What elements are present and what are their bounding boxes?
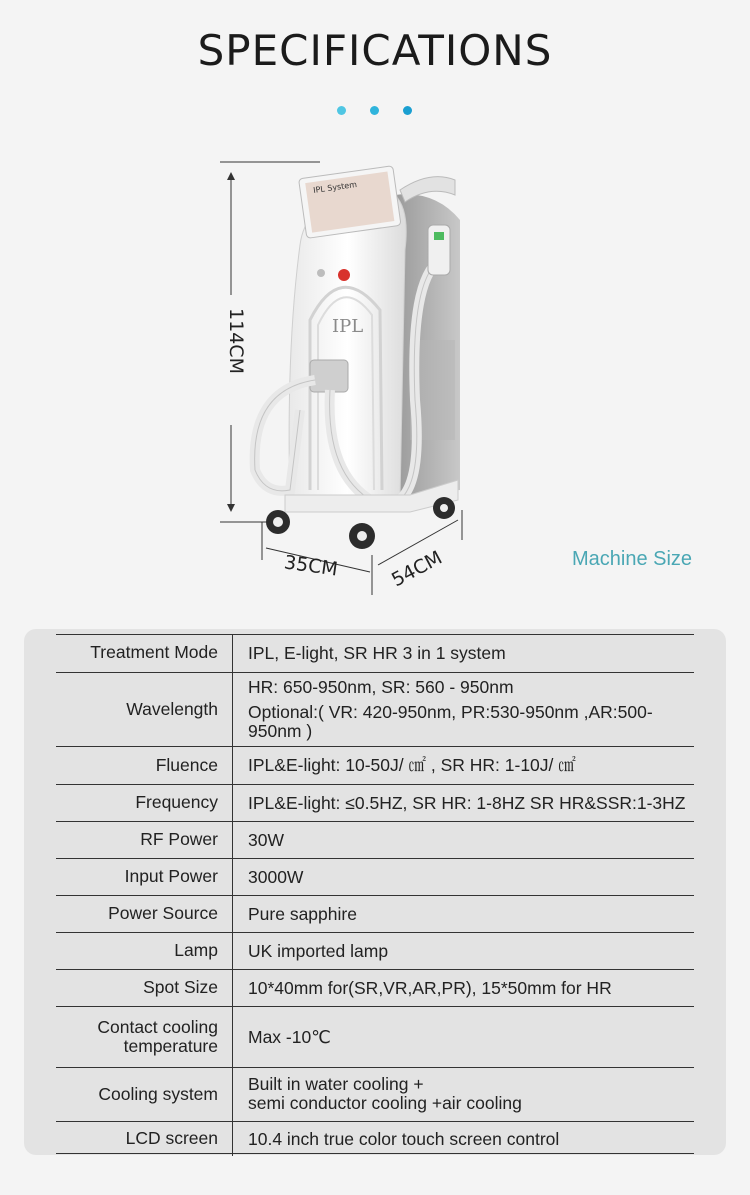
spec-label: Input Power bbox=[56, 858, 233, 895]
decorative-dots bbox=[0, 106, 750, 116]
spec-value-line: Built in water cooling + bbox=[248, 1074, 424, 1094]
table-bottom-border bbox=[56, 1153, 694, 1154]
table-row bbox=[56, 1121, 694, 1156]
table-row bbox=[56, 784, 694, 821]
machine-illustration bbox=[210, 150, 510, 610]
table-row bbox=[56, 858, 694, 895]
table-row bbox=[56, 1067, 694, 1121]
spec-label bbox=[56, 1006, 233, 1067]
table-row bbox=[56, 1006, 694, 1067]
spec-label: Cooling system bbox=[56, 1067, 233, 1121]
spec-value bbox=[233, 672, 695, 746]
spec-value: UK imported lamp bbox=[233, 932, 695, 969]
spec-value-line: HR: 650-950nm, SR: 560 - 950nm bbox=[248, 676, 514, 697]
spec-label: Fluence bbox=[56, 746, 233, 784]
spec-label: Frequency bbox=[56, 784, 233, 821]
spec-value: IPL&E-light: 10-50J/ ㎠ , SR HR: 1-10J/ ㎠ bbox=[233, 746, 695, 784]
spec-value: 3000W bbox=[233, 858, 695, 895]
spec-value: Pure sapphire bbox=[233, 895, 695, 932]
table-row bbox=[56, 634, 694, 672]
depth-dimension: 54CM bbox=[387, 546, 446, 592]
spec-value-line: semi conductor cooling +air cooling bbox=[248, 1093, 522, 1113]
spec-value: 10*40mm for(SR,VR,AR,PR), 15*50mm for HR bbox=[233, 969, 695, 1006]
spec-label: Spot Size bbox=[56, 969, 233, 1006]
table-row bbox=[56, 672, 694, 746]
specifications-table bbox=[56, 634, 694, 1156]
spec-label: Lamp bbox=[56, 932, 233, 969]
ipl-logo: IPL bbox=[332, 316, 364, 337]
table-row bbox=[56, 969, 694, 1006]
spec-value: IPL&E-light: ≤0.5HZ, SR HR: 1-8HZ SR HR&SSR:1-3HZ bbox=[233, 784, 695, 821]
page-title: SPECIFICATIONS bbox=[197, 26, 553, 75]
spec-value bbox=[233, 1067, 695, 1121]
spec-value-line: Optional:( VR: 420-950nm, PR:530-950nm ,AR:500-950nm ) bbox=[248, 701, 653, 741]
spec-label-line: temperature bbox=[123, 1035, 218, 1056]
table-row bbox=[56, 895, 694, 932]
machine-size-caption: Machine Size bbox=[572, 548, 693, 570]
table-row bbox=[56, 746, 694, 784]
table-row bbox=[56, 932, 694, 969]
spec-value: 10.4 inch true color touch screen control bbox=[233, 1121, 695, 1156]
spec-label: Power Source bbox=[56, 895, 233, 932]
dot-icon bbox=[370, 106, 379, 115]
spec-value: Max -10℃ bbox=[233, 1006, 695, 1067]
spec-label: Treatment Mode bbox=[56, 634, 233, 672]
height-dimension: 114CM bbox=[224, 308, 247, 374]
spec-value: 30W bbox=[233, 821, 695, 858]
dot-icon bbox=[337, 106, 346, 115]
spec-value: IPL, E-light, SR HR 3 in 1 system bbox=[248, 642, 506, 663]
width-dimension: 35CM bbox=[282, 551, 340, 581]
screen-label: IPL System bbox=[312, 179, 358, 195]
dot-icon bbox=[403, 106, 412, 115]
spec-label: Wavelength bbox=[56, 672, 233, 746]
spec-label: LCD screen bbox=[56, 1121, 233, 1156]
spec-label-line: Contact cooling bbox=[97, 1016, 218, 1037]
spec-label: RF Power bbox=[56, 821, 233, 858]
table-row bbox=[56, 821, 694, 858]
